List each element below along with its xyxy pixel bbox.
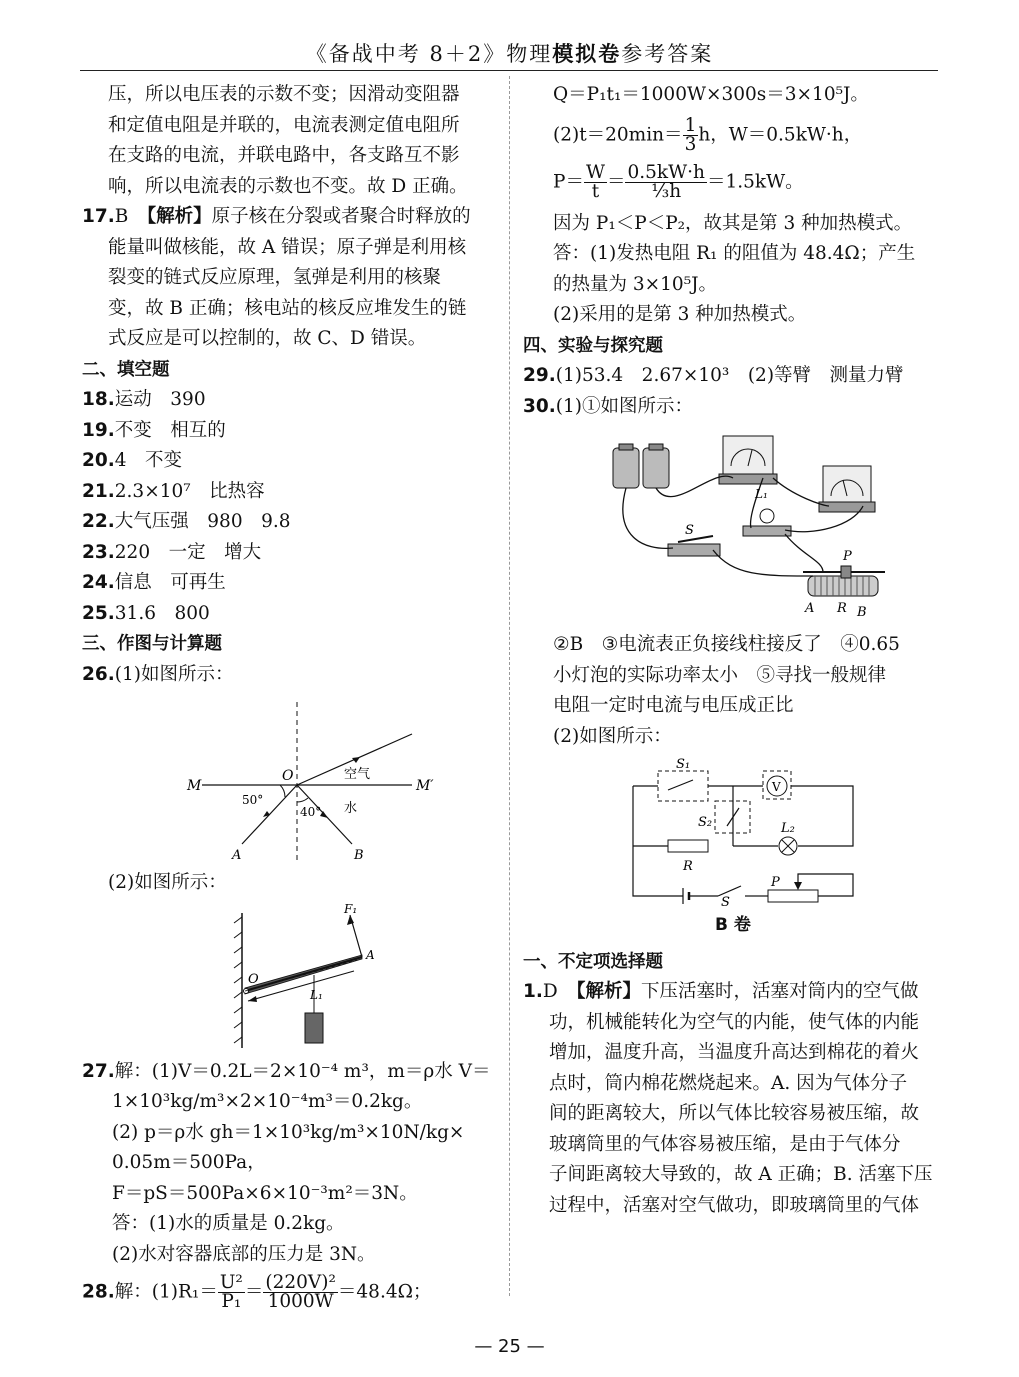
switch	[668, 544, 720, 556]
label-air: 空气	[344, 767, 371, 782]
analysis-tag: 【解析】	[576, 981, 642, 1002]
q-answer: D	[542, 981, 558, 1002]
fraction: $\frac{\text{(220V)²}}{1000W}$	[265, 1272, 336, 1312]
label-a: A	[366, 947, 375, 962]
text-line: 式反应是可以控制的，故 C、D 错误。	[108, 328, 427, 349]
arrow-icon	[263, 811, 270, 817]
q-answer: B	[114, 206, 129, 227]
label-b: B	[857, 605, 867, 620]
label-o: O	[282, 768, 294, 784]
voltmeter	[823, 466, 871, 502]
text-line: (2) p＝ρ水 gh＝1×10³kg/m³×10N/kg×	[112, 1121, 465, 1143]
text-line: 点时，筒内棉花燃烧起来。A. 因为气体分子	[549, 1072, 908, 1094]
label-m: M	[187, 778, 202, 794]
label-f1: F₁	[344, 902, 358, 916]
rheostat-symbol	[768, 890, 818, 902]
fraction: $\frac{0.5kW\cdot h}{\text{⅓h}}$	[627, 161, 705, 202]
label-o: O	[248, 971, 259, 987]
column-divider	[509, 76, 510, 1296]
text-line: 0.05m＝500Pa，	[112, 1152, 266, 1173]
text-line: 裂变的链式反应原理，氢弹是利用的核聚	[108, 267, 442, 288]
text-line: (2)如图所示：	[108, 872, 227, 893]
text-line: 间的距离较大，所以气体比较容易被压缩，故	[549, 1103, 920, 1124]
left-column: 压，所以电压表的示数不变；因滑动变阻器 和定值电阻是并联的，电流表测定值电阻所 在支路的电流，并联电路中，各支路互不影 响，所以电流表的示数也不变。故 D 正确。 17.B 【解析】原子核在分裂或者聚合时释放的 能量叫做核能，故 A 错误；原子弹是利用核 裂变的链式反应原理，氢弹是利用的核聚 变，故 B 正确；核电站的核反应堆发生的链 式反应是可以控制的，故 C、D 错误。 二、填空题 18.运动 390 19.不变 相互的 20.4 不变 21.2.3×10⁷ 比热容 22.大气压强 980 9.8 23.220 一定 增大 24.信息 可再生 25.31.6 800 三、作图与计算题 26.(1)如图所示： M M′ O 空气 水 50° 40° A B (2)如图所示： F₁ A O L₁ 27.解：(1)V＝0.2L＝2×10⁻⁴ m³，m＝ρ水 V＝ 1×10³kg/m³×2×10⁻⁴m³＝0.2kg。 (2) p＝ρ水 gh＝1×10³kg/m³×10N/kg× 0.05m＝500Pa， F＝pS＝500Pa×6×10⁻³m²＝3N。 答：(1)水的质量是 0.2kg。 (2)水对容器底部的压力是 3N。 28.解：(1)R₁＝ $\frac{\text{U²}}{\text{P₁}}$ ＝ $\frac{\text{(220V)²}}{1000W}$ ＝48.4Ω；	[82, 80, 502, 1311]
header-title: 《备战中考 8＋2》物理	[305, 42, 553, 66]
answer-text: 4 不变	[114, 450, 183, 471]
answer-text: 220 一定 增大	[114, 541, 262, 563]
text-line: (2)t＝20min＝ $\frac{1}{3}$ h，W＝0.5kW·h，	[553, 114, 863, 155]
q-number: 20.	[82, 450, 115, 471]
text-line: (2)如图所示：	[553, 725, 672, 747]
fill-answer	[82, 385, 502, 416]
header-bold: 模拟卷	[552, 41, 622, 66]
text-line: 能量叫做核能，故 A 错误；原子弹是利用核	[108, 236, 467, 258]
section-title: 三、作图与计算题	[82, 634, 222, 654]
label-m-prime: M′	[416, 778, 434, 794]
label-s: S	[685, 523, 694, 538]
q-number: 23.	[82, 541, 115, 563]
wall-hatching	[234, 917, 242, 1043]
text-line: 下压活塞时，活塞对筒内的空气做	[641, 981, 919, 1002]
resistor-r	[668, 840, 708, 852]
arrow-icon	[794, 882, 802, 890]
q-number: 28.	[82, 1281, 115, 1303]
fill-answer	[82, 568, 502, 599]
label-l1: L₁	[755, 487, 768, 501]
text-line: 功，机械能转化为空气的内能，使气体的内能	[549, 1011, 920, 1033]
q-number: 21.	[82, 480, 115, 502]
right-column	[523, 80, 943, 1221]
text-line: 答：(1)水的质量是 0.2kg。	[112, 1213, 345, 1234]
q-number: 29.	[523, 365, 556, 386]
fill-answers	[82, 385, 502, 629]
q17	[82, 202, 502, 233]
label-s2: S₂	[698, 815, 713, 830]
label-s: S	[721, 895, 730, 906]
fill-answer	[82, 538, 502, 569]
answer-text: 2.3×10⁷ 比热容	[114, 480, 265, 502]
text-line: 答：(1)发热电阻 R₁ 的阻值为 48.4Ω；产生	[553, 243, 916, 264]
slider	[841, 566, 851, 578]
bulb-base	[743, 526, 791, 536]
circuit-photo-diagram	[523, 426, 943, 626]
text-line: 和定值电阻是并联的，电流表测定值电阻所	[108, 114, 460, 136]
label-p: P	[771, 875, 780, 890]
switch-s1	[668, 780, 693, 790]
header-suffix: 参考答案	[621, 42, 714, 66]
label-v: V	[772, 780, 781, 794]
text-line: (2)采用的是第 3 种加热模式。	[553, 304, 807, 325]
text-line: 玻璃筒里的气体容易被压缩，是由于气体分	[549, 1133, 901, 1155]
page-header	[0, 38, 1019, 68]
q-number: 17.	[82, 206, 115, 227]
label-b: B	[354, 848, 364, 863]
battery	[613, 448, 639, 488]
label-l1: L₁	[310, 987, 323, 1002]
text-line: 子间距离较大导致的，故 A 正确；B. 活塞下压	[549, 1164, 933, 1185]
circuit-wires	[633, 786, 853, 896]
text-line: 因为 P₁＜P＜P₂，故其是第 3 种加热模式。	[553, 212, 913, 234]
page-number: — 25 —	[474, 1336, 545, 1357]
label-a: A	[805, 601, 815, 616]
text-line: 1×10³kg/m³×2×10⁻⁴m³＝0.2kg。	[112, 1091, 423, 1112]
answer-text: 信息 可再生	[114, 572, 226, 593]
lever-diagram	[82, 903, 502, 1053]
analysis-tag: 【解析】	[146, 206, 212, 227]
section-title: 四、实验与探究题	[523, 335, 663, 356]
fill-answer	[82, 477, 502, 508]
section-title: 一、不定项选择题	[523, 951, 663, 972]
q-number: 25.	[82, 602, 115, 624]
text-line: 增加，温度升高，当温度升高达到棉花的着火	[549, 1042, 920, 1063]
label-a: A	[232, 848, 242, 863]
text-line: F＝pS＝500Pa×6×10⁻³m²＝3N。	[112, 1182, 418, 1204]
fraction: $\frac{1}{3}$	[684, 114, 697, 155]
text-line: (1)如图所示：	[114, 663, 234, 685]
fill-answer	[82, 416, 502, 447]
text-line: 压，所以电压表的示数不变；因滑动变阻器	[108, 84, 460, 105]
q-number: 19.	[82, 419, 115, 441]
answer-text: 31.6 800	[114, 602, 210, 624]
text-line: (1)53.4 2.67×10³ (2)等臂 测量力臂	[555, 365, 904, 386]
label-water: 水	[344, 801, 358, 816]
answer-text: 不变 相互的	[114, 419, 226, 441]
q-number: 1.	[523, 981, 543, 1002]
arrow-icon	[248, 996, 257, 1002]
circuit-schematic	[523, 756, 943, 906]
text-line: Q＝P₁t₁＝1000W×300s＝3×10⁵J。	[553, 84, 869, 105]
battery	[643, 448, 669, 488]
refraction-diagram	[82, 694, 502, 864]
answer-text: 大气压强 980 9.8	[114, 511, 291, 532]
text-line: 电阻一定时电流与电压成正比	[553, 695, 794, 716]
fill-answer	[82, 507, 502, 538]
bulb	[760, 509, 774, 523]
text-line: 在支路的电流，并联电路中，各支路互不影	[108, 145, 460, 166]
label-l2: L₂	[781, 821, 795, 836]
text-line: 过程中，活塞对空气做功，即玻璃筒里的气体	[549, 1194, 920, 1216]
weight	[305, 1013, 323, 1043]
text-line: P＝ $\frac{W}{t}$ ＝ $\frac{0.5kW\cdot h}{\text{⅓h}}$ ＝1.5kW。	[553, 161, 804, 202]
q-number: 27.	[82, 1060, 115, 1082]
header-rule	[80, 70, 938, 71]
ammeter	[723, 436, 773, 474]
answer-text: 运动 390	[114, 389, 206, 410]
angle-label: 40°	[300, 805, 322, 819]
text-line: 解：(1)V＝0.2L＝2×10⁻⁴ m³，m＝ρ水 V＝	[114, 1060, 491, 1082]
rheostat	[808, 576, 878, 596]
angle-label: 50°	[242, 793, 264, 807]
s1-box	[658, 771, 708, 801]
section-title: 二、填空题	[82, 359, 170, 380]
text-line: (2)水对容器底部的压力是 3N。	[112, 1243, 376, 1265]
label-s1: S₁	[676, 757, 691, 772]
text-line: 小灯泡的实际功率太小 ⑤寻找一般规律	[553, 664, 887, 686]
angle-arc	[280, 785, 285, 797]
text-line: 变，故 B 正确；核电站的核反应堆发生的链	[108, 297, 467, 319]
q-number: 18.	[82, 389, 115, 410]
angle-arc	[297, 798, 308, 802]
text-line: 的热量为 3×10⁵J。	[553, 273, 718, 295]
q-number: 30.	[523, 395, 556, 417]
label-r: R	[837, 601, 847, 616]
volume-b-title: B 卷	[715, 915, 751, 935]
q-number: 22.	[82, 511, 115, 532]
text-line: ②B ③电流表正负接线柱接反了 ④0.65	[553, 634, 900, 655]
label-r: R	[683, 859, 693, 874]
fill-answer	[82, 599, 502, 630]
fill-answer	[82, 446, 502, 477]
text-line: 解：(1)R₁＝	[114, 1281, 218, 1303]
text-line: 原子核在分裂或者聚合时释放的	[211, 206, 471, 227]
text-line: 响，所以电流表的示数也不变。故 D 正确。	[108, 175, 468, 197]
q-number: 24.	[82, 572, 115, 593]
fraction: $\frac{\text{U²}}{\text{P₁}}$	[219, 1272, 243, 1312]
text-line: (1)①如图所示：	[555, 395, 693, 417]
fraction: $\frac{W}{t}$	[585, 161, 605, 202]
q-number: 26.	[82, 663, 115, 685]
label-p: P	[843, 549, 852, 564]
